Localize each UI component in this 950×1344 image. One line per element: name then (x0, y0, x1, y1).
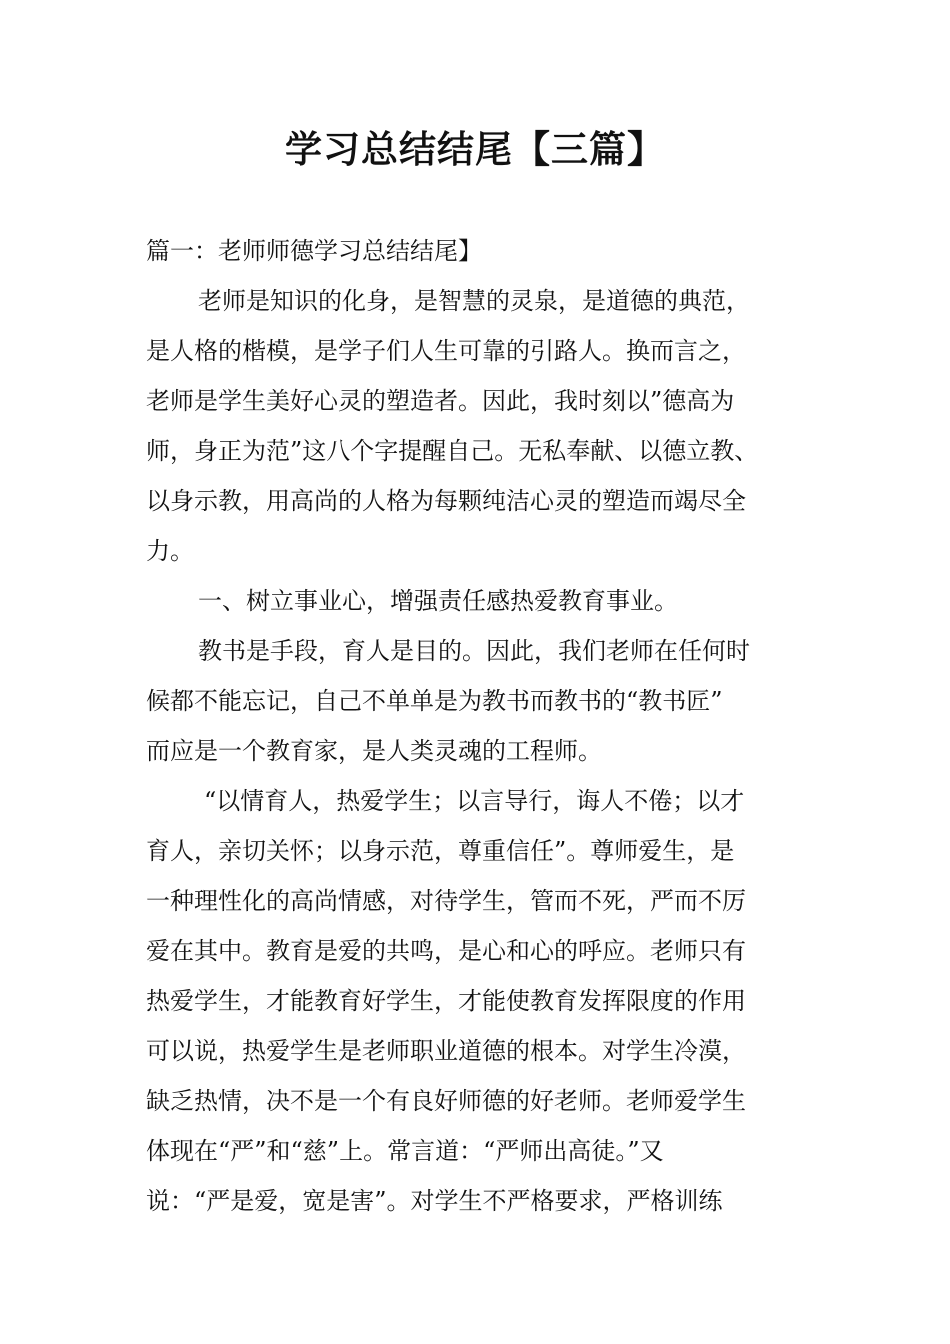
paragraph-line: 师，身正为范”这八个字提醒自己。无私奉献、以德立教、 (146, 437, 759, 465)
paragraph-line: 老师是知识的化身，是智慧的灵泉，是道德的典范， (198, 287, 750, 315)
paragraph-line: 一种理性化的高尚情感，对待学生，管而不死，严而不厉 (146, 887, 746, 915)
paragraph-line: 以身示教，用高尚的人格为每颗纯洁心灵的塑造而竭尽全 (146, 487, 746, 515)
paragraph-line: 教书是手段，育人是目的。因此，我们老师在任何时 (198, 637, 750, 665)
paragraph-line: 爱在其中。教育是爱的共鸣，是心和心的呼应。老师只有 (146, 937, 746, 965)
paragraph-line: 育人，亲切关怀；以身示范，尊重信任”。尊师爱生，是 (146, 837, 735, 865)
paragraph-line: “以情育人，热爱学生；以言导行，诲人不倦；以才 (204, 787, 745, 815)
document-title: 学习总结结尾【三篇】 (285, 128, 665, 171)
subheading-line: 一、树立事业心，增强责任感热爱教育事业。 (198, 587, 678, 615)
paragraph-line: 候都不能忘记，自己不单单是为教书而教书的“教书匠” (146, 687, 723, 715)
paragraph-line: 力。 (146, 537, 194, 565)
paragraph-line: 缺乏热情，决不是一个有良好师德的好老师。老师爱学生 (146, 1087, 746, 1115)
paragraph-line: 热爱学生，才能教育好学生，才能使教育发挥限度的作用 (146, 987, 746, 1015)
paragraph-line: 是人格的楷模，是学子们人生可靠的引路人。换而言之， (146, 337, 746, 365)
paragraph-line: 老师是学生美好心灵的塑造者。因此，我时刻以”德高为 (146, 387, 735, 415)
paragraph-line: 体现在“严”和“慈”上。常言道：“严师出高徒。”又 (146, 1137, 664, 1165)
paragraph-line: 而应是一个教育家，是人类灵魂的工程师。 (146, 737, 602, 765)
paragraph-line: 可以说，热爱学生是老师职业道德的根本。对学生冷漠， (146, 1037, 746, 1065)
document-body (146, 276, 826, 1226)
section-heading: 篇一：老师师德学习总结结尾】 (146, 237, 482, 265)
paragraph-line: 说：“严是爱，宽是害”。对学生不严格要求，严格训练 (146, 1187, 723, 1215)
